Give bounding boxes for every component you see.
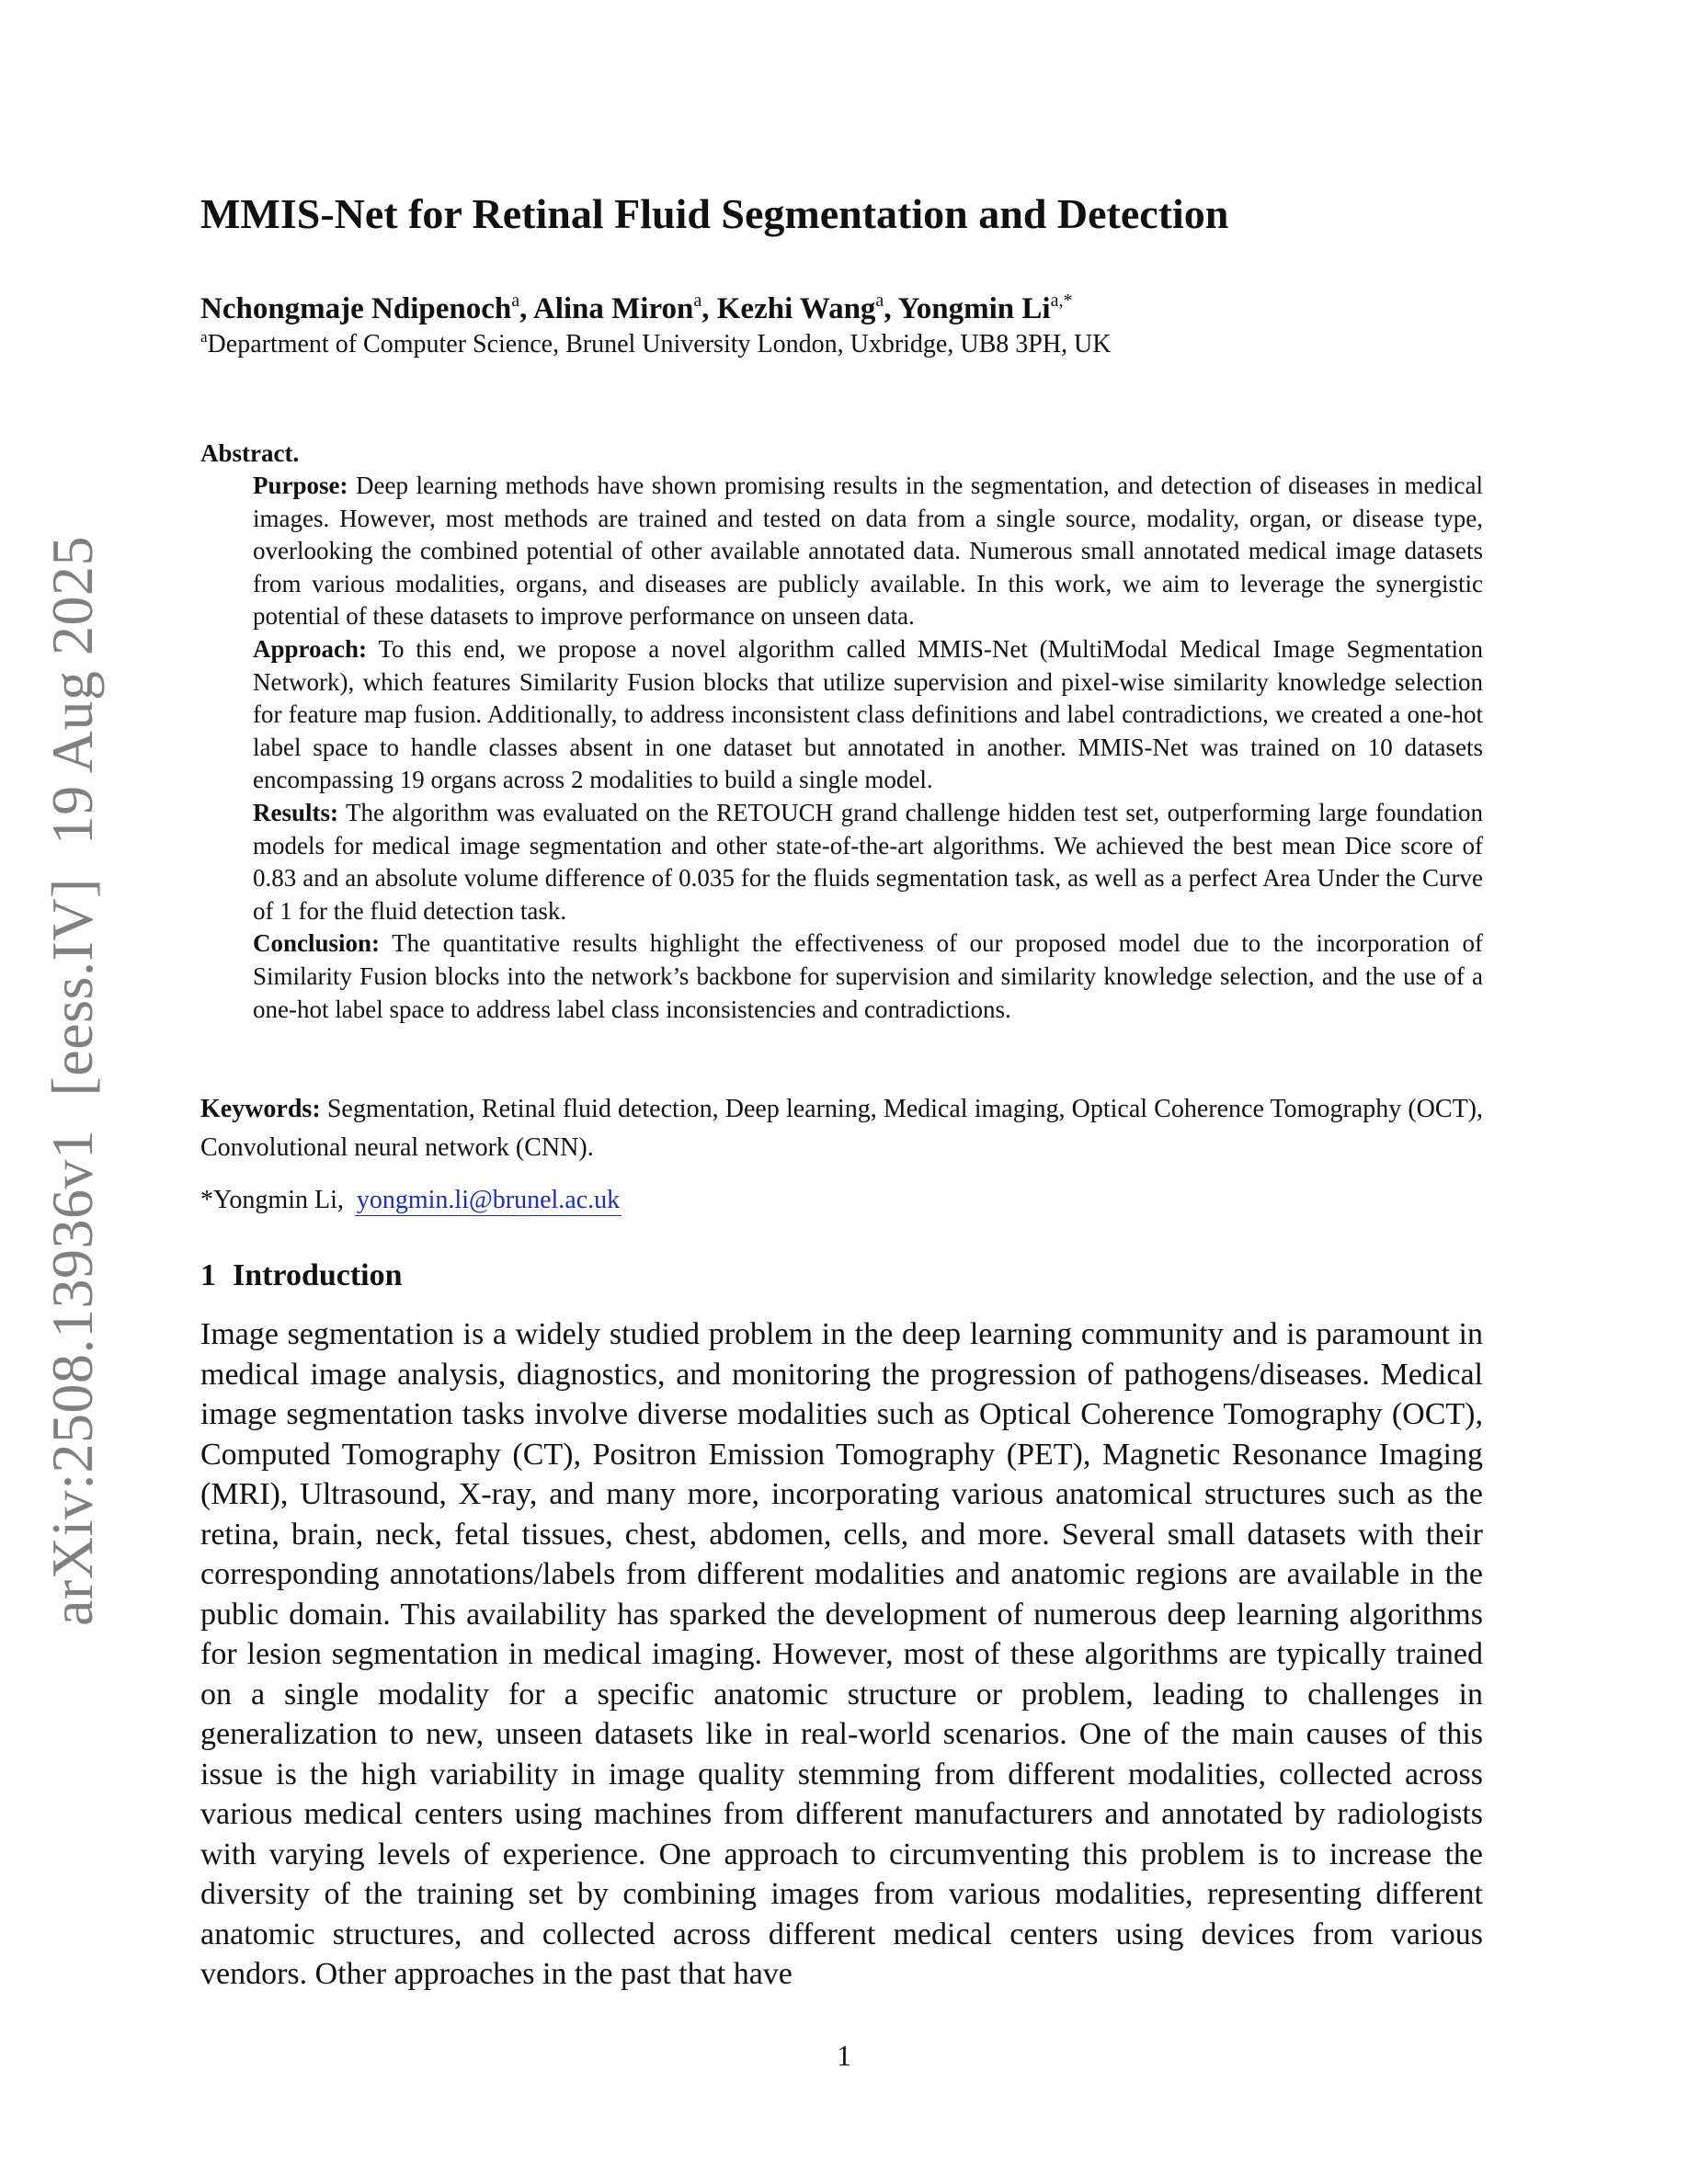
author-affiliation-mark: a [875,290,884,311]
abstract-results-text: The algorithm was evaluated on the RETOUCH grand challenge hidden test set, outperforming large foundation models for medical image segmentation and other state-of-the-art algorithms. We achieved the best mean Dice score of 0.83 and an absolute volume difference of 0.035 for the fluids segmentation task, as well as a perfect Area Under the Curve of 1 for the fluid detection task. [253,798,1483,925]
arxiv-category: [eess.IV] [40,878,105,1097]
author-name: Nchongmaje Ndipenoch [200,292,512,325]
corresponding-author-email-link[interactable]: yongmin.li@brunel.ac.uk [356,1186,621,1214]
affiliation [200,328,1112,359]
introduction-paragraph: Image segmentation is a widely studied problem in the deep learning community and is paramount in medical image analysis, diagnostics, and monitoring the progression of pathogens/diseases. Medical image segmentation tasks involve diverse modalities such as Optical Coherence Tomography (OCT), Computed Tomography (CT), Positron Emission Tomography (PET), Magnetic Resonance Imaging (MRI), Ultrasound, X-ray, and many more, incorporating various anatomical structures such as the retina, brain, neck, fetal tissues, chest, abdomen, cells, and more. Several small datasets with their corresponding annotations/labels from different modalities and anatomic regions are available in the public domain. This availability has sparked the development of numerous deep learning algorithms for lesion segmentation in medical imaging. However, most of these algorithms are typically trained on a single modality for a specific anatomic structure or problem, leading to challenges in generalization to new, unseen datasets like in real-world scenarios. One of the main causes of this issue is the high variability in image quality stemming from different modalities, collected across various medical centers using machines from different manufacturers and annotated by radiologists with varying levels of experience. One approach to circumventing this problem is to increase the diversity of the training set by combining images from various modalities, representing different anatomic structures, and collected across different medical centers using devices from various vendors. Other approaches in the past that have [200,1317,1483,1991]
section-number: 1 [200,1258,216,1292]
author-name: Yongmin Li [897,292,1051,325]
section-title: Introduction [233,1258,403,1292]
abstract-conclusion-label: Conclusion: [253,929,381,958]
keywords-label: Keywords: [200,1095,321,1123]
keywords [200,1090,1483,1167]
author-name: Alina Miron [532,292,694,325]
abstract-results [253,797,1483,927]
arxiv-date: 19 Aug 2025 [40,536,105,846]
keywords-text: Segmentation, Retinal fluid detection, Deep learning, Medical imaging, Optical Coherence Tomography (OCT), Convolutional neural network (CNN). [200,1095,1483,1162]
abstract-purpose-label: Purpose: [253,472,348,499]
abstract-heading: Abstract. [200,439,300,467]
arxiv-id: arXiv:2508.13936v1 [40,1129,105,1626]
abstract-approach [253,633,1483,797]
affiliation-mark: a [200,328,208,346]
abstract-conclusion-text: The quantitative results highlight the effectiveness of our proposed model due to the incorporation of Similarity Fusion blocks into the network’s backbone for supervision and similarity knowledge selection, and the use of a one-hot label space to address label class inconsistencies and contradictions. [253,929,1483,1023]
author-affiliation-mark: a [693,290,702,311]
page-number: 1 [837,2039,851,2072]
section-heading-introduction [200,1258,403,1293]
abstract-purpose [253,470,1483,633]
author-affiliation-mark: a,* [1050,290,1073,311]
author-separator: , [701,292,717,325]
author [200,292,533,325]
abstract-approach-text: To this end, we propose a novel algorithm called MMIS-Net (MultiModal Medical Image Segmentation Network), which features Similarity Fusion blocks that utilize supervision and pixel-wise similarity knowledge selection for feature map fusion. Additionally, to address inconsistent class definitions and label contradictions, we created a one-hot label space to handle classes absent in one dataset but annotated in another. MMIS-Net was trained on 10 datasets encompassing 19 organs across 2 modalities to build a single model. [253,634,1483,794]
author [898,292,1073,325]
corresponding-author [200,1186,622,1215]
author-list [200,290,1072,326]
author-affiliation-mark: a [511,290,520,311]
author-name: Kezhi Wang [716,292,876,325]
abstract-conclusion [253,927,1483,1026]
author [717,292,898,325]
paper-title: MMIS-Net for Retinal Fluid Segmentation and Detection [200,190,1229,237]
arxiv-identifier-stamp [39,536,107,1626]
author [533,292,717,325]
abstract-purpose-text: Deep learning methods have shown promising results in the segmentation, and detection of diseases in medical images. However, most methods are trained and tested on data from a single source, modality, organ, or disease type, overlooking the combined potential of other available annotated data. Numerous small annotated medical image datasets from various modalities, organs, and diseases are publicly available. In this work, we aim to leverage the synergistic potential of these datasets to improve performance on unseen data. [253,472,1484,631]
corresponding-author-label: *Yongmin Li, [200,1186,344,1214]
abstract-body [253,470,1483,1026]
affiliation-text: Department of Computer Science, Brunel University London, Uxbridge, UB8 3PH, UK [207,330,1112,358]
author-separator: , [519,292,533,325]
abstract-approach-label: Approach: [253,634,368,663]
abstract-results-label: Results: [253,798,338,826]
author-separator: , [884,292,898,325]
